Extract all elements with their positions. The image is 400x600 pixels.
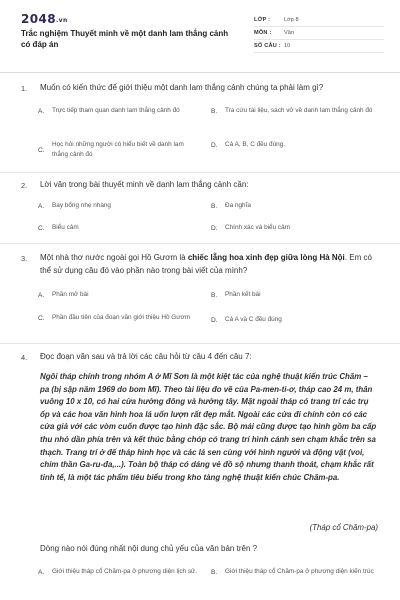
option-letter: C.	[38, 224, 45, 232]
meta-label: SỐ CÂU :	[254, 43, 281, 49]
logo-tld: .vn	[56, 17, 68, 24]
option-d[interactable]	[211, 315, 381, 325]
meta-label: MÔN :	[254, 30, 272, 36]
option-letter: B.	[211, 291, 218, 299]
option-letter: B.	[211, 107, 218, 115]
meta-label: LỚP :	[254, 17, 271, 23]
question-text	[40, 252, 375, 277]
option-text: Cả A và C đều đúng	[225, 316, 282, 323]
passage-source: (Tháp cổ Chăm-pa)	[309, 523, 378, 532]
option-text: Giới thiệu tháp cổ Chăm-pa ở phương diện lịch sử.	[52, 568, 198, 575]
question-text: Lời văn trong bài thuyết minh về danh lam thắng cảnh cần:	[40, 180, 249, 189]
question-number: 4.	[21, 353, 28, 362]
option-text: Biểu cảm	[52, 224, 79, 231]
option-a[interactable]	[38, 290, 198, 300]
option-text: Cả A, B, C đều đúng.	[225, 141, 286, 148]
option-text: Chính xác và biểu cảm	[225, 224, 291, 231]
option-d[interactable]	[211, 140, 381, 150]
reading-passage: Ngôi tháp chính trong nhóm A ở Mĩ Sơn là một kiệt tác của nghệ thuật kiến trúc Chăm – pa (bị sập năm 1969 do bom Mĩ). Theo tài liệu đo vẽ của Pa-men-ti-ơ, tháp cao 24 m, thân vuông 10 x 10, có hai cửa hướng đông và hướng tây. Mặt ngoài tháp có trang trí các trụ ốp và các hoa văn hình hoa lá uốn lượn rất đẹp mắt. Ngoài các cửa đi chính còn có các cửa giả với các vòm cuốn được tạo hình đặc sắc. Bộ mái cũng được tạo hình gồm ba cấp thu nhỏ dần phía trên và kết thúc bằng chóp có trang trí hình cánh sen chạm khắc trên sa thạch. Trang trí ở đế tháp hình học và các lá sen cùng với hình người và động vật (voi, chim thần Ga-ru-đa,...). Toàn bộ tháp có dáng vẻ đồ sộ nhưng thanh thoát, chạm khắc rất tinh tế, là một tác phẩm tiêu biểu trong kho tàng nghệ thuật kiến chúc Chăm-pa.	[40, 372, 377, 482]
header-divider	[0, 72, 400, 73]
option-text: Học hỏi những người có hiểu biết về danh lam thắng cảnh đó	[52, 141, 184, 158]
meta-value: Văn	[284, 30, 294, 36]
option-text: Phần kết bài	[225, 291, 261, 298]
question-number: 3.	[21, 254, 28, 263]
option-letter: D.	[211, 224, 218, 232]
meta-grade	[254, 14, 384, 27]
option-letter: B.	[211, 568, 218, 576]
option-letter: C.	[38, 146, 45, 154]
option-text: Phần đầu tiên của đoạn văn giới thiệu Hồ Gươm	[52, 314, 191, 321]
meta-subject	[254, 27, 384, 40]
subquestion-text: Dòng nào nói đúng nhất nội dung chủ yếu của văn bản trên ?	[40, 544, 258, 553]
option-text: Tra cứu tài liệu, sách vở về danh lam thắng cảnh đó	[225, 107, 373, 114]
meta-value: Lớp 8	[284, 17, 299, 23]
option-text: Trực tiếp tham quan danh lam thắng cảnh đó	[52, 107, 180, 114]
option-letter: A.	[38, 568, 45, 576]
option-a[interactable]	[38, 106, 198, 116]
question-1	[0, 76, 400, 176]
question-number: 2.	[21, 181, 28, 190]
question-text-end: . Em có thể sử dụng câu đó vào phần nào trong bài viết của mình?	[40, 253, 372, 275]
option-text: Bay bổng nhẹ nhàng	[52, 202, 111, 209]
option-d[interactable]	[211, 223, 381, 233]
option-a[interactable]	[38, 201, 198, 211]
option-letter: A.	[38, 291, 45, 299]
option-letter: A.	[38, 202, 45, 210]
option-letter: B.	[211, 202, 218, 210]
question-text: Muốn có kiến thức để giới thiệu một danh lam thắng cảnh chúng ta phải làm gì?	[40, 83, 324, 92]
option-b[interactable]	[211, 106, 381, 116]
logo-main: 2048	[21, 12, 56, 26]
meta-count	[254, 40, 384, 53]
option-text: Giới thiệu tháp cổ Chăm-pa ở phương diện kiến trúc	[225, 568, 374, 575]
quiz-meta	[254, 14, 384, 53]
meta-value: 10	[284, 43, 291, 49]
option-letter: C.	[38, 314, 45, 322]
option-b[interactable]	[211, 290, 381, 300]
page-header	[0, 0, 400, 66]
option-c[interactable]	[38, 313, 198, 323]
option-text: Đa nghĩa	[225, 202, 251, 209]
question-text: Đọc đoạn văn sau và trả lời các câu hỏi từ câu 4 đến câu 7:	[40, 352, 252, 361]
option-a[interactable]	[38, 567, 198, 577]
option-letter: A.	[38, 107, 45, 115]
option-c[interactable]	[38, 223, 198, 233]
option-letter: D.	[211, 141, 218, 149]
option-b[interactable]	[211, 567, 381, 577]
question-text-start: Một nhà thơ nước ngoài gọi Hồ Gươm là	[40, 253, 188, 262]
option-text: Phần mở bài	[52, 291, 89, 298]
option-c[interactable]	[38, 140, 198, 160]
question-4	[0, 343, 400, 600]
question-number: 1.	[21, 84, 28, 93]
question-3	[0, 243, 400, 345]
question-text-quote: chiếc lẵng hoa xinh đẹp giữa lòng Hà Nội	[187, 253, 345, 262]
option-b[interactable]	[211, 201, 381, 211]
page-title: Trắc nghiệm Thuyết minh về một danh lam thắng cảnh có đáp án	[21, 29, 229, 49]
site-logo[interactable]	[21, 12, 68, 26]
question-2	[0, 172, 400, 242]
option-letter: D.	[211, 316, 218, 324]
